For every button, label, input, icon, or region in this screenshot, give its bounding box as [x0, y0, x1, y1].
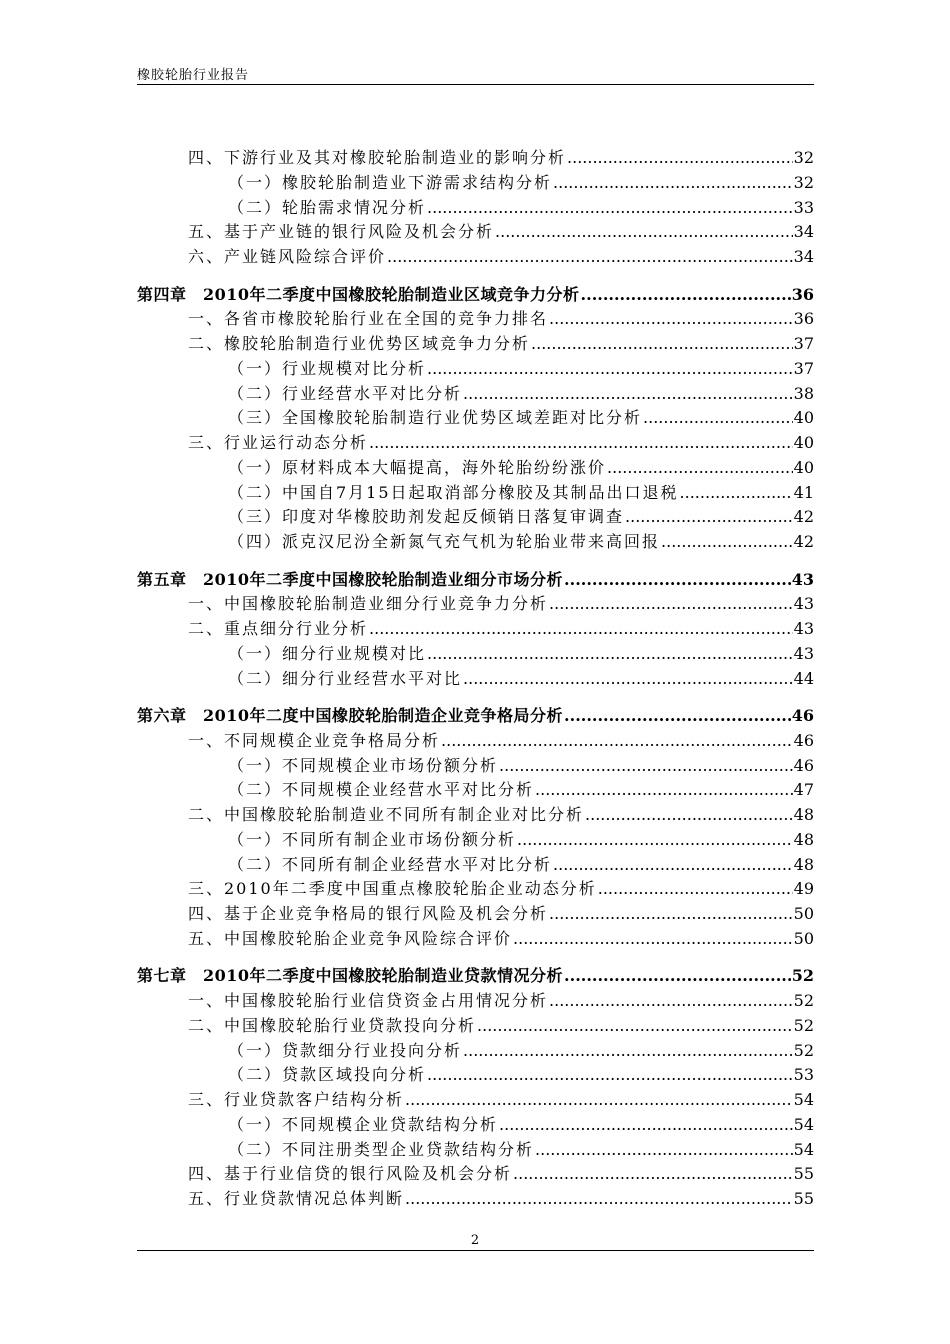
toc-entry[interactable] [188, 901, 814, 925]
running-header: 橡胶轮胎行业报告 [137, 68, 250, 83]
toc-entry-label: 二、中国橡胶轮胎行业贷款投向分析 [188, 1015, 477, 1035]
toc-entry-page: 32 [793, 172, 814, 192]
toc-entry-page: 43 [793, 643, 814, 663]
toc-entry-page: 52 [791, 966, 814, 986]
toc-entry-label: （二）贷款区域投向分析 [228, 1065, 427, 1085]
toc-entry[interactable] [228, 356, 814, 380]
toc-dot-leader [535, 780, 793, 799]
page-number: 2 [470, 1233, 480, 1248]
toc-dot-leader [549, 594, 793, 613]
toc-entry-label: 四、基于企业竞争格局的银行风险及机会分析 [188, 904, 549, 923]
toc-entry-label: 二、中国橡胶轮胎制造业不同所有制企业对比分析 [188, 805, 585, 824]
toc-entry-label: 一、中国橡胶轮胎行业信贷资金占用情况分析 [188, 991, 549, 1010]
toc-entry[interactable] [228, 455, 814, 479]
toc-entry[interactable] [228, 1137, 814, 1161]
toc-dot-leader [463, 669, 793, 688]
toc-chapter-entry[interactable] [137, 567, 814, 591]
toc-dot-leader [387, 247, 793, 266]
toc-entry-page: 52 [793, 991, 814, 1010]
footer-rule [137, 1250, 814, 1251]
toc-entry[interactable] [188, 145, 814, 169]
toc-entry[interactable] [188, 802, 814, 826]
toc-dot-leader [553, 173, 793, 192]
toc-dot-leader [531, 334, 793, 353]
toc-dot-leader [477, 1016, 793, 1035]
toc-dot-leader [427, 359, 793, 378]
toc-entry-page: 47 [793, 780, 814, 800]
toc-entry-page: 52 [793, 1040, 814, 1060]
toc-entry-page: 34 [793, 222, 814, 242]
toc-entry-page: 54 [793, 1114, 814, 1134]
toc-entry[interactable] [228, 666, 814, 690]
toc-entry-page: 36 [793, 309, 814, 329]
toc-entry-page: 43 [793, 619, 814, 638]
toc-entry-page: 38 [793, 383, 814, 403]
toc-entry-page: 55 [793, 1164, 814, 1184]
toc-entry[interactable] [188, 244, 814, 268]
toc-entry-label: 一、中国橡胶轮胎制造业细分行业竞争力分析 [188, 594, 549, 614]
toc-dot-leader [535, 1140, 793, 1159]
toc-entry[interactable] [228, 1062, 814, 1086]
toc-dot-leader [463, 1041, 793, 1060]
toc-dot-leader [517, 830, 793, 849]
toc-entry-page: 44 [793, 668, 814, 688]
toc-entry-page: 37 [793, 334, 814, 353]
toc-entry-page: 42 [793, 507, 814, 527]
toc-entry-label: （一）细分行业规模对比 [228, 643, 427, 663]
toc-entry-label: 六、产业链风险综合评价 [188, 247, 387, 266]
toc-entry[interactable] [188, 926, 814, 950]
toc-entry-page: 32 [793, 148, 814, 167]
toc-dot-leader [598, 879, 793, 898]
toc-entry-label: 第六章 2010年二度中国橡胶轮胎制造企业竞争格局分析 [137, 706, 564, 725]
toc-entry-page: 48 [793, 829, 814, 849]
toc-dot-leader [549, 309, 793, 328]
toc-entry[interactable] [228, 852, 814, 876]
toc-entry-page: 49 [793, 879, 814, 899]
toc-entry-page: 33 [793, 197, 814, 217]
toc-entry-page: 43 [793, 594, 814, 614]
toc-entry[interactable] [188, 988, 814, 1012]
toc-entry-label: （二）不同所有制企业经营水平对比分析 [228, 854, 553, 874]
toc-entry-label: 三、2010年二季度中国重点橡胶轮胎企业动态分析 [188, 879, 597, 899]
toc-entry-page: 46 [793, 755, 814, 775]
toc-entry[interactable] [188, 591, 814, 615]
toc-dot-leader [680, 483, 793, 502]
toc-entry-page: 54 [793, 1090, 814, 1109]
toc-entry-label: （二）细分行业经营水平对比 [228, 668, 463, 688]
toc-entry-page: 37 [793, 358, 814, 378]
toc-dot-leader [564, 966, 791, 985]
toc-entry[interactable] [188, 430, 814, 454]
toc-entry[interactable] [228, 777, 814, 801]
toc-chapter-entry[interactable] [137, 282, 814, 306]
toc-entry-label: （二）轮胎需求情况分析 [228, 197, 427, 217]
toc-dot-leader [499, 1115, 793, 1134]
toc-entry-page: 55 [793, 1189, 814, 1208]
toc-entry-page: 52 [793, 1015, 814, 1035]
toc-dot-leader [549, 904, 793, 923]
toc-dot-leader [513, 1164, 793, 1183]
toc-entry-label: （一）行业规模对比分析 [228, 358, 427, 378]
toc-entry[interactable] [228, 480, 814, 504]
toc-dot-leader [607, 458, 793, 477]
toc-entry-label: 五、行业贷款情况总体判断 [188, 1189, 405, 1208]
toc-entry[interactable] [228, 827, 814, 851]
toc-entry-label: 三、行业贷款客户结构分析 [188, 1090, 405, 1109]
toc-entry-label: （二）行业经营水平对比分析 [228, 383, 463, 403]
toc-entry-label: （一）贷款细分行业投向分析 [228, 1040, 463, 1060]
toc-entry-page: 40 [793, 433, 814, 452]
toc-dot-leader [549, 991, 793, 1010]
toc-entry-label: （二）中国自7月15日起取消部分橡胶及其制品出口退税 [228, 482, 679, 502]
toc-entry[interactable] [188, 876, 814, 900]
toc-dot-leader [427, 644, 793, 663]
toc-entry[interactable] [188, 306, 814, 330]
toc-dot-leader [581, 285, 791, 304]
toc-dot-leader [564, 706, 791, 725]
toc-entry-page: 41 [793, 482, 814, 502]
toc-entry-label: 一、各省市橡胶轮胎行业在全国的竞争力排名 [188, 309, 549, 329]
toc-dot-leader [369, 433, 793, 452]
toc-entry-page: 54 [793, 1139, 814, 1159]
toc-entry[interactable] [188, 1087, 814, 1111]
toc-entry[interactable] [228, 529, 814, 553]
toc-entry[interactable] [228, 195, 814, 219]
toc-entry-label: （一）橡胶轮胎制造业下游需求结构分析 [228, 172, 553, 192]
toc-entry[interactable] [228, 641, 814, 665]
toc-dot-leader [585, 805, 793, 824]
toc-dot-leader [405, 1189, 793, 1208]
toc-entry-page: 48 [793, 805, 814, 824]
toc-entry-label: 四、下游行业及其对橡胶轮胎制造业的影响分析 [188, 148, 567, 167]
toc-entry-label: 第五章 2010年二季度中国橡胶轮胎制造业细分市场分析 [137, 569, 564, 589]
toc-entry[interactable] [228, 1112, 814, 1136]
toc-entry[interactable] [228, 170, 814, 194]
toc-entry[interactable] [228, 753, 814, 777]
toc-entry-label: （二）不同注册类型企业贷款结构分析 [228, 1139, 535, 1159]
toc-entry-page: 46 [791, 706, 814, 725]
toc-dot-leader [661, 532, 793, 551]
toc-dot-leader [369, 619, 793, 638]
toc-entry[interactable] [228, 405, 814, 429]
toc-entry-label: （一）不同所有制企业市场份额分析 [228, 829, 517, 849]
toc-chapter-entry[interactable] [137, 703, 814, 727]
toc-entry[interactable] [228, 381, 814, 405]
toc-dot-leader [441, 731, 793, 750]
toc-entry-label: （一）原材料成本大幅提高，海外轮胎纷纷涨价 [228, 457, 607, 477]
toc-dot-leader [499, 756, 793, 775]
toc-entry-page: 46 [793, 730, 814, 750]
toc-entry-label: （四）派克汉尼汾全新氮气充气机为轮胎业带来高回报 [228, 532, 661, 551]
toc-entry[interactable] [188, 331, 814, 355]
toc-entry-label: （三）印度对华橡胶助剂发起反倾销日落复审调查 [228, 507, 625, 527]
toc-dot-leader [427, 198, 793, 217]
toc-entry-label: 二、重点细分行业分析 [188, 619, 369, 638]
toc-entry-page: 50 [793, 928, 814, 948]
header-rule [137, 84, 814, 85]
toc-entry-page: 53 [793, 1065, 814, 1085]
toc-dot-leader [643, 408, 793, 427]
toc-entry-label: 五、中国橡胶轮胎企业竞争风险综合评价 [188, 928, 513, 948]
toc-dot-leader [513, 929, 793, 948]
toc-entry[interactable] [188, 728, 814, 752]
toc-entry[interactable] [188, 616, 814, 640]
toc-entry[interactable] [188, 1013, 814, 1037]
toc-entry-page: 50 [793, 904, 814, 923]
toc-entry[interactable] [188, 1161, 814, 1185]
toc-entry-page: 40 [793, 408, 814, 428]
toc-entry-label: 四、基于行业信贷的银行风险及机会分析 [188, 1164, 513, 1184]
toc-entry-page: 34 [793, 247, 814, 266]
toc-entry-label: （一）不同规模企业贷款结构分析 [228, 1114, 499, 1134]
toc-dot-leader [625, 507, 793, 526]
toc-dot-leader [463, 384, 793, 403]
toc-dot-leader [405, 1090, 793, 1109]
toc-chapter-entry[interactable] [137, 963, 814, 987]
toc-dot-leader [427, 1065, 793, 1084]
toc-entry-label: （三）全国橡胶轮胎制造行业优势区域差距对比分析 [228, 408, 643, 428]
toc-entry-label: 第四章 2010年二季度中国橡胶轮胎制造业区域竞争力分析 [137, 284, 580, 304]
toc-entry-page: 43 [791, 569, 814, 589]
toc-entry[interactable] [188, 219, 814, 243]
toc-dot-leader [567, 148, 793, 167]
toc-entry-label: 第七章 2010年二季度中国橡胶轮胎制造业贷款情况分析 [137, 966, 564, 986]
toc-entry-label: 五、基于产业链的银行风险及机会分析 [188, 222, 495, 242]
toc-entry-label: 二、橡胶轮胎制造行业优势区域竞争力分析 [188, 334, 531, 353]
toc-entry-page: 48 [793, 854, 814, 874]
toc-entry-label: （二）不同规模企业经营水平对比分析 [228, 780, 535, 800]
toc-entry-page: 36 [791, 284, 814, 304]
toc-dot-leader [564, 570, 791, 589]
toc-entry[interactable] [228, 504, 814, 528]
toc-entry[interactable] [228, 1038, 814, 1062]
toc-entry-label: 一、不同规模企业竞争格局分析 [188, 730, 441, 750]
toc-entry-label: （一）不同规模企业市场份额分析 [228, 755, 499, 775]
toc-entry-page: 40 [793, 457, 814, 477]
toc-dot-leader [495, 222, 793, 241]
toc-entry-page: 42 [793, 532, 814, 551]
toc-entry[interactable] [188, 1186, 814, 1210]
toc-dot-leader [553, 855, 793, 874]
toc-entry-label: 三、行业运行动态分析 [188, 433, 369, 452]
